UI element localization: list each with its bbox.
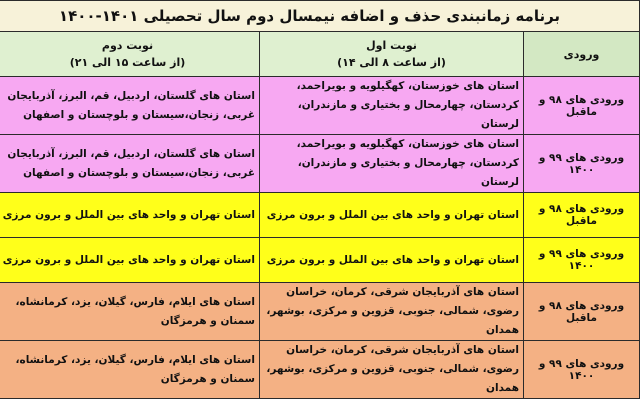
header-entry: ورودی	[524, 32, 640, 77]
row-entry: ورودی های ۹۸ و ماقبل	[524, 283, 640, 341]
header-shift2-title: نوبت دوم	[101, 39, 154, 52]
row-shift2: استان های ایلام، فارس، گیلان، یزد، کرمانشاه، سمنان و هرمزگان	[0, 283, 260, 341]
header-shift1-title: نوبت اول	[366, 39, 417, 52]
row-entry: ورودی های ۹۸ و ماقبل	[524, 193, 640, 238]
header-shift1-time: (از ساعت ۸ الی ۱۴)	[337, 56, 446, 69]
row-shift2: استان تهران و واحد های بین الملل و برون مرزی	[0, 193, 260, 238]
row-shift2: استان های گلستان، اردبیل، قم، البرز، آذربایجان غربی، زنجان،سیستان و بلوچستان و اصفهان	[0, 135, 260, 193]
table-row	[0, 77, 640, 135]
row-shift1: استان تهران و واحد های بین الملل و برون مرزی	[260, 193, 524, 238]
table-row	[0, 341, 640, 399]
table-row	[0, 238, 640, 283]
row-entry: ورودی های ۹۸ و ماقبل	[524, 77, 640, 135]
row-shift2: استان های گلستان، اردبیل، قم، البرز، آذربایجان غربی، زنجان،سیستان و بلوچستان و اصفهان	[0, 77, 260, 135]
table-row	[0, 193, 640, 238]
row-shift2: استان تهران و واحد های بین الملل و برون مرزی	[0, 238, 260, 283]
header-shift2-time: (از ساعت ۱۵ الی ۲۱)	[69, 56, 186, 69]
row-shift2: استان های ایلام، فارس، گیلان، یزد، کرمانشاه، سمنان و هرمزگان	[0, 341, 260, 399]
row-shift1: استان های خوزستان، کهگیلویه و بویراحمد، کردستان، چهارمحال و بختیاری و مازندران، لرستان	[260, 135, 524, 193]
row-shift1: استان تهران و واحد های بین الملل و برون مرزی	[260, 238, 524, 283]
row-shift1: استان های آذربایجان شرقی، کرمان، خراسان رضوی، شمالی، جنوبی، قزوین و مرکزی، بوشهر، همدان	[260, 283, 524, 341]
table-row	[0, 283, 640, 341]
row-shift1: استان های آذربایجان شرقی، کرمان، خراسان رضوی، شمالی، جنوبی، قزوین و مرکزی، بوشهر، همدان	[260, 341, 524, 399]
row-shift1: استان های خوزستان، کهگیلویه و بویراحمد، کردستان، چهارمحال و بختیاری و مازندران، لرستان	[260, 77, 524, 135]
row-entry: ورودی های ۹۹ و ۱۴۰۰	[524, 238, 640, 283]
row-entry: ورودی های ۹۹ و ۱۴۰۰	[524, 135, 640, 193]
header-shift1	[260, 32, 524, 77]
table-title: برنامه زمانبندی حذف و اضافه نیمسال دوم سال تحصیلی ۱۴۰۱-۱۴۰۰	[0, 1, 640, 32]
table-row	[0, 135, 640, 193]
row-entry: ورودی های ۹۹ و ۱۴۰۰	[524, 341, 640, 399]
header-shift2	[0, 32, 260, 77]
